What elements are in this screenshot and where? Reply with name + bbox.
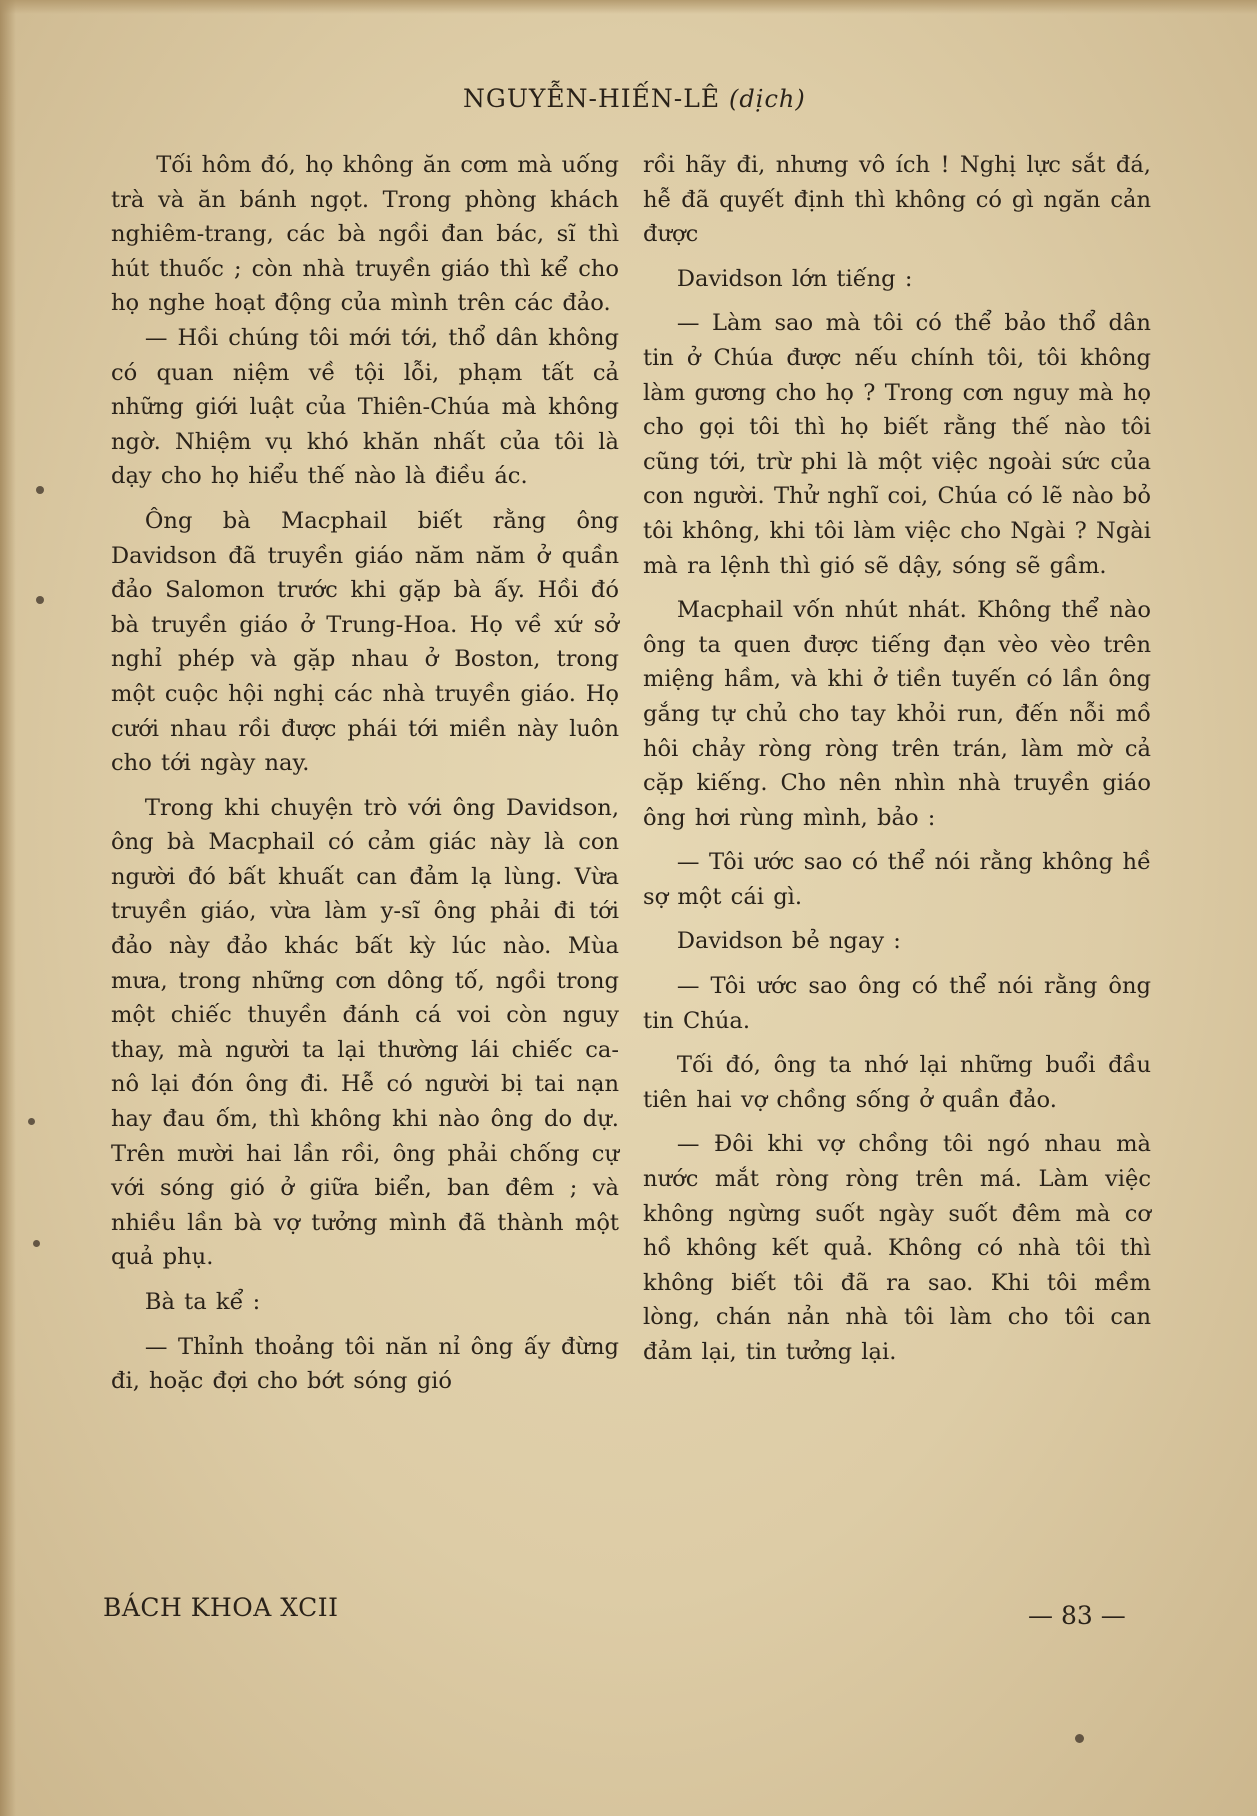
page-edge-shadow-top — [0, 0, 1257, 14]
paragraph: — Thỉnh thoảng tôi năn nỉ ông ấy đừng đi, hoặc đợi cho bớt sóng gió — [111, 1333, 619, 1395]
paragraph: Tối hôm đó, họ không ăn cơm mà uống trà và ăn bánh ngọt. Trong phòng khách nghiêm-trang, các bà ngồi đan bác, sĩ thì hút thuốc ; còn nhà truyền giáo thì kể cho họ nghe hoạt động của mình trên các đảo. — [111, 152, 619, 317]
paragraph: Ông bà Macphail biết rằng ông Davidson đã truyền giáo năm năm ở quần đảo Salomon trước khi gặp bà ấy. Hồi đó bà truyền giáo ở Trung-Hoa. Họ về xứ sở nghỉ phép và gặp nhau ở Boston, trong một cuộc hội nghị các nhà truyền giáo. Họ cưới nhau rồi được phái tới miền này luôn cho tới ngày nay. — [111, 507, 619, 777]
paragraph: Trong khi chuyện trò với ông Davidson, ông bà Macphail có cảm giác này là con người đó bất khuất can đảm lạ lùng. Vừa truyền giáo, vừa làm y-sĩ ông phải đi tới đảo này đảo khác bất kỳ lúc nào. Mùa mưa, trong những cơn dông tố, ngồi trong một chiếc thuyền đánh cá voi còn nguy thay, mà người ta lại thường lái chiếc ca-nô lại đón ông đi. Hễ có người bị tai nạn hay đau ốm, thì không khi nào ông do dự. Trên mười hai lần rồi, ông phải chống cự với sóng gió ở giữa biển, ban đêm ; và nhiều lần bà vợ tưởng mình đã thành một quả phụ. — [111, 794, 619, 1271]
binding-hole-mark — [33, 1240, 40, 1247]
paragraph: — Tôi ước sao có thể nói rằng không hề sợ một cái gì. — [643, 849, 1151, 910]
paragraph: rồi hãy đi, nhưng vô ích ! Nghị lực sắt đá, hễ đã quyết định thì không có gì ngăn cản được — [643, 152, 1151, 248]
page-number: — 83 — — [1028, 1601, 1126, 1630]
header-author: NGUYỄN-HIẾN-LÊ — [463, 84, 721, 113]
binding-hole-mark — [36, 486, 44, 494]
paragraph: Tối đó, ông ta nhớ lại những buổi đầu tiên hai vợ chồng sống ở quần đảo. — [643, 1052, 1151, 1113]
paragraph: Davidson bẻ ngay : — [676, 928, 901, 955]
binding-hole-mark — [36, 596, 44, 604]
publication-name: BÁCH KHOA XCII — [103, 1593, 339, 1622]
paragraph: Macphail vốn nhút nhát. Không thể nào ông ta quen được tiếng đạn vèo vèo trên miệng hầm, và khi ở tiền tuyến có lần ông gắng tự chủ cho tay khỏi run, đến nỗi mồ hôi chảy ròng ròng trên trán, làm mờ cả cặp kiếng. Cho nên nhìn nhà truyền giáo ông hơi rùng mình, bảo : — [643, 597, 1151, 831]
paragraph: Davidson lớn tiếng : — [676, 265, 913, 292]
paragraph: — Đôi khi vợ chồng tôi ngó nhau mà nước mắt ròng ròng trên má. Làm việc không ngừng suốt ngày suốt đêm mà cơ hồ không kết quả. Không có nhà tôi thì không biết tôi đã ra sao. Khi tôi mềm lòng, chán nản nhà tôi làm cho tôi can đảm lại, tin tưởng lại. — [643, 1131, 1151, 1365]
header-role: (dịch) — [729, 85, 806, 113]
paragraph: Bà ta kể : — [144, 1289, 261, 1315]
ink-spot — [1075, 1734, 1084, 1743]
paragraph: — Làm sao mà tôi có thể bảo thổ dân tin ở Chúa được nếu chính tôi, tôi không làm gương cho họ ? Trong cơn nguy mà họ cho gọi tôi thì họ biết rằng thế nào tôi cũng tới, trừ phi là một việc ngoài sức của con người. Thử nghĩ coi, Chúa có lẽ nào bỏ tôi không, khi tôi làm việc cho Ngài ? Ngài mà ra lệnh thì gió sẽ dậy, sóng sẽ gầm. — [643, 310, 1151, 579]
binding-hole-mark — [28, 1118, 35, 1125]
text-column-right — [643, 148, 1151, 1370]
paragraph: — Tôi ước sao ông có thể nói rằng ông tin Chúa. — [643, 973, 1151, 1034]
running-header — [463, 84, 806, 113]
paragraph: — Hồi chúng tôi mới tới, thổ dân không có quan niệm về tội lỗi, phạm tất cả những giới luật của Thiên-Chúa mà không ngờ. Nhiệm vụ khó khăn nhất của tôi là dạy cho họ hiểu thế nào là điều ác. — [111, 324, 619, 490]
page-edge-shadow-left — [0, 0, 16, 1816]
text-column-left — [111, 148, 619, 1399]
